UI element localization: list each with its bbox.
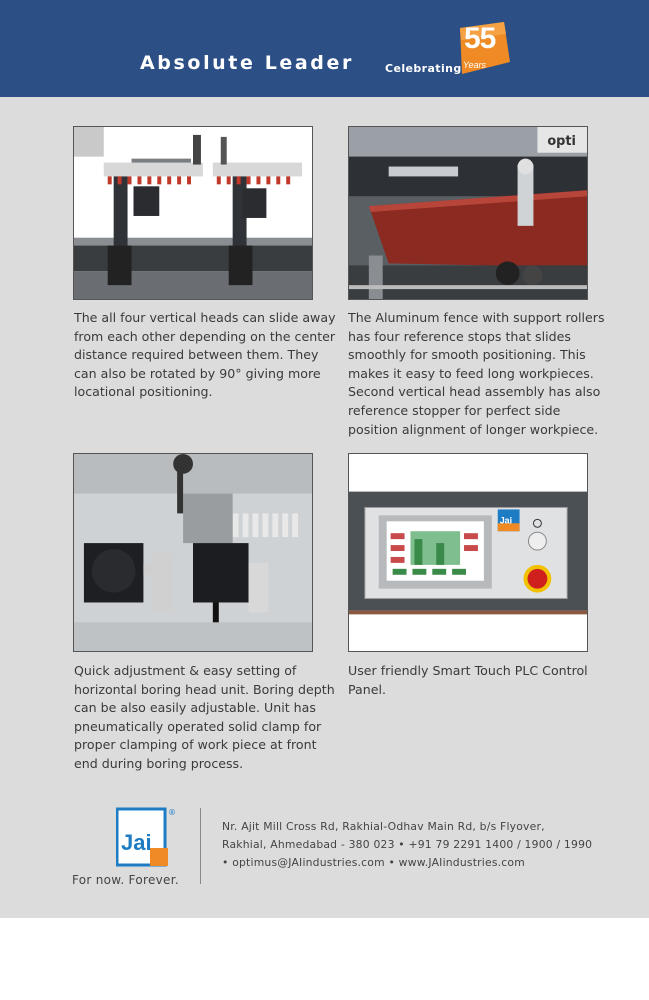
jai-logo: [116, 806, 176, 868]
address-line-1: Nr. Ajit Mill Cross Rd, Rakhial-Odhav Main Rd, b/s Flyover,: [222, 820, 545, 833]
footer-divider: [200, 808, 201, 884]
jai-logo-mark: [116, 806, 176, 868]
anniversary-years: Years: [463, 60, 487, 70]
vertical-heads-illustration: [74, 127, 312, 299]
horizontal-boring-illustration: [74, 454, 312, 651]
horizontal-boring-photo: [73, 453, 313, 652]
header-banner: [0, 0, 649, 97]
vertical-heads-photo: [73, 126, 313, 300]
contact-block: [222, 818, 592, 872]
anniversary-badge: [452, 22, 510, 76]
tagline: For now. Forever.: [72, 873, 179, 887]
vertical-heads-caption: The all four vertical heads can slide away from each other depending on the center distance required between them. They can also be rotated by 90° giving more locational positioning.: [74, 310, 336, 400]
jai-logo-text: Jai: [121, 830, 152, 855]
horizontal-boring-caption: Quick adjustment & easy setting of horizontal boring head unit. Boring depth can be also easily adjustable. Unit has pneumatically operated solid clamp for proper clamping of work piece at front end during boring process.: [74, 663, 335, 771]
plc-panel-illustration: [349, 454, 587, 651]
contact-line: • optimus@JAIindustries.com • www.JAIindustries.com: [222, 856, 525, 869]
plc-panel-caption: User friendly Smart Touch PLC Control Panel.: [348, 663, 588, 697]
anniversary-number: 55: [464, 22, 496, 55]
panel-logo-text: Jai: [499, 515, 513, 526]
address-line-2: Rakhial, Ahmedabad - 380 023 • +91 79 2291 1400 / 1900 / 1990: [222, 838, 593, 851]
celebrating-label: Celebrating: [385, 62, 462, 75]
aluminum-fence-photo: [348, 126, 588, 300]
plc-panel-photo: [348, 453, 588, 652]
opti-label: opti: [547, 133, 576, 149]
registered-mark: ®: [168, 808, 176, 817]
aluminum-fence-caption: The Aluminum fence with support rollers has four reference stops that slides smoothly for smooth positioning. This makes it easy to feed long workpieces. Second vertical head assembly has also reference stopper for perfect side position alignment of longer workpiece.: [348, 310, 605, 437]
header-title: Absolute Leader: [140, 52, 354, 74]
aluminum-fence-illustration: [349, 127, 587, 299]
